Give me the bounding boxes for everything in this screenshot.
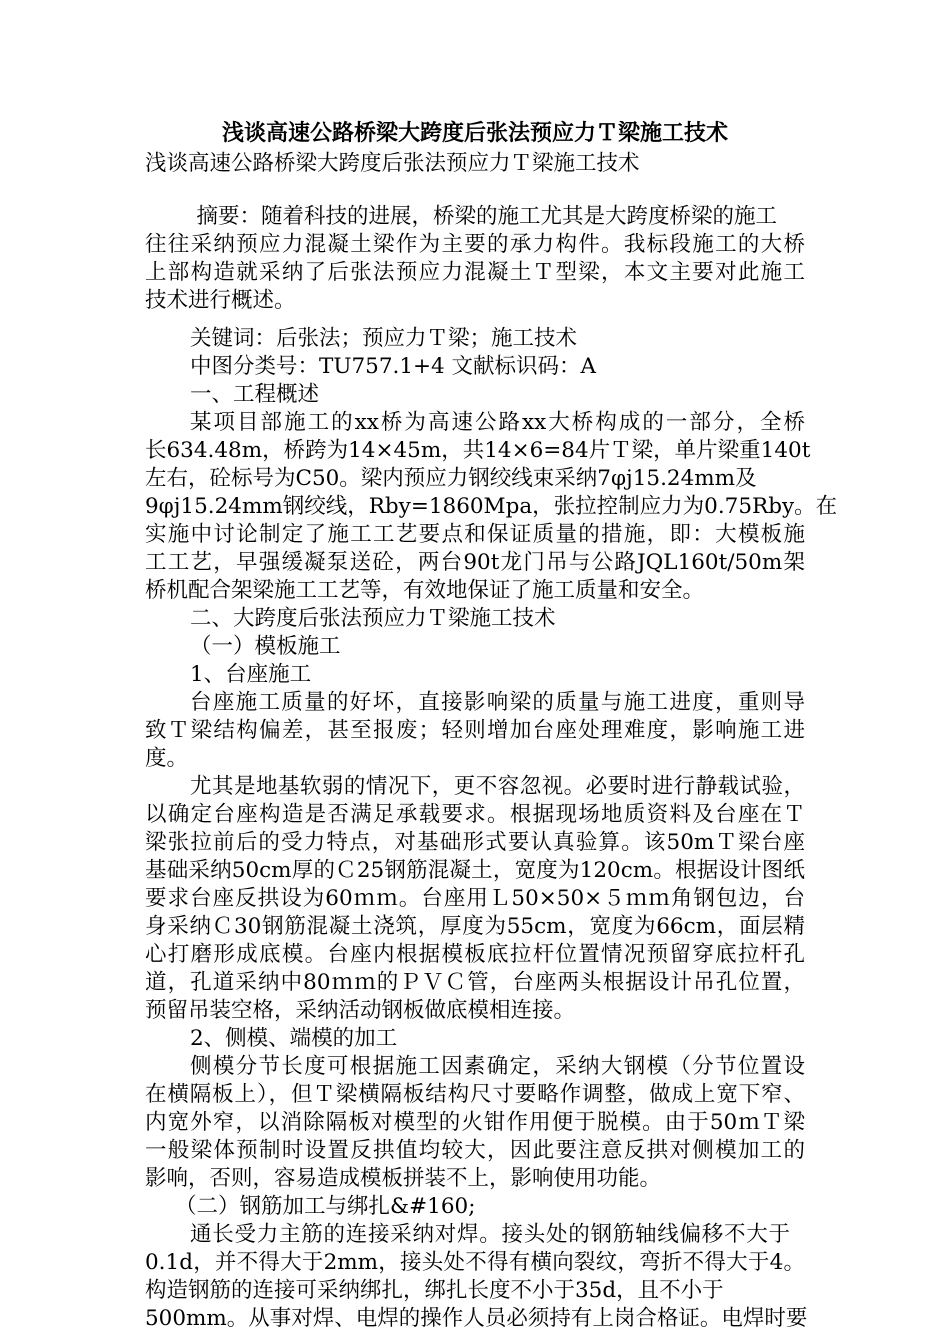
- body-line: 工工艺，早强缓凝泵送砼，两台90t龙门吊与公路JQL160t/50m架: [145, 550, 805, 575]
- body-line: 实施中讨论制定了施工工艺要点和保证质量的措施，即：大模板施: [145, 522, 805, 547]
- body-line: 梁张拉前后的受力特点，对基础形式要认真验算。该50mＴ梁台座: [145, 830, 805, 855]
- body-line: 通长受力主筋的连接采纳对焊。接头处的钢筋轴线偏移不大于: [190, 1222, 790, 1247]
- body-line: 某项目部施工的xx桥为高速公路xx大桥构成的一部分，全桥: [190, 410, 805, 435]
- body-line: 往往采纳预应力混凝土梁作为主要的承力构件。我标段施工的大桥: [145, 232, 805, 257]
- body-line: 左右，砼标号为C50。梁内预应力钢绞线束采纳7φj15.24mm及: [145, 466, 757, 491]
- body-line: 1、台座施工: [190, 662, 312, 687]
- body-line: 摘要：随着科技的进展，桥梁的施工尤其是大跨度桥梁的施工: [175, 204, 778, 229]
- body-line: 2、侧模、端模的加工: [190, 1026, 398, 1051]
- body-line: 上部构造就采纳了后张法预应力混凝土Ｔ型梁，本文主要对此施工: [145, 260, 805, 285]
- body-line: 二、大跨度后张法预应力Ｔ梁施工技术: [190, 606, 556, 631]
- body-line: 内宽外窄，以消除隔板对模型的火钳作用便于脱模。由于50ｍＴ梁: [145, 1110, 805, 1135]
- body-line: 中图分类号：TU757.1+4 文献标识码：A: [190, 354, 597, 379]
- body-line: 心打磨形成底模。台座内根据模板底拉杆位置情况预留穿底拉杆孔: [145, 942, 805, 967]
- body-line: 0.1d，并不得大于2mm，接头处不得有横向裂纹，弯折不得大于4。: [145, 1250, 805, 1275]
- body-line: 侧模分节长度可根据施工因素确定，采纳大钢模（分节位置设: [190, 1054, 805, 1079]
- body-line: 构造钢筋的连接可采纳绑扎，绑扎长度不小于35d，且不小于: [145, 1278, 724, 1303]
- body-line: 500mm。从事对焊、电焊的操作人员必须持有上岗合格证。电焊时要: [145, 1306, 808, 1331]
- body-line: 尤其是地基软弱的情况下，更不容忽视。必要时进行静载试验，: [190, 774, 805, 799]
- body-line: 影响，否则，容易造成模板拼装不上，影响使用功能。: [145, 1166, 662, 1191]
- body-line: 身采纳Ｃ30钢筋混凝土浇筑，厚度为55cm，宽度为66cm，面层精: [145, 914, 805, 939]
- document-title: 浅谈高速公路桥梁大跨度后张法预应力Ｔ梁施工技术: [221, 120, 728, 146]
- body-line: 台座施工质量的好坏，直接影响梁的质量与施工进度，重则导: [190, 690, 805, 715]
- body-line: 桥机配合架梁施工工艺等，有效地保证了施工质量和安全。: [145, 578, 705, 603]
- body-line: 基础采纳50cm厚的Ｃ25钢筋混凝土，宽度为120cm。根据设计图纸: [145, 858, 805, 883]
- body-line: 预留吊装空格，采纳活动钢板做底模相连接。: [145, 998, 576, 1023]
- body-line: 在横隔板上），但Ｔ梁横隔板结构尺寸要略作调整，做成上宽下窄、: [145, 1082, 805, 1107]
- document-subtitle: 浅谈高速公路桥梁大跨度后张法预应力Ｔ梁施工技术: [145, 151, 640, 176]
- body-line: 一、工程概述: [190, 382, 320, 407]
- body-line: 以确定台座构造是否满足承载要求。根据现场地质资料及台座在Ｔ: [145, 802, 805, 827]
- body-line: （二）钢筋加工与绑扎&#160;: [175, 1194, 476, 1219]
- body-line: 关键词：后张法；预应力Ｔ梁；施工技术: [190, 326, 578, 351]
- body-line: 要求台座反拱设为60ｍｍ。台座用Ｌ50×50×５ｍｍ角钢包边，台: [145, 886, 805, 911]
- body-line: 度。: [145, 746, 189, 771]
- body-line: 长634.48m，桥跨为14×45m，共14×6=84片Ｔ梁，单片梁重140t: [145, 438, 811, 463]
- body-line: 9φj15.24mm钢绞线，Rby=1860Mpa，张拉控制应力为0.75Rby。在: [145, 494, 838, 519]
- body-line: 道，孔道采纳中80ｍｍ的ＰＶＣ管，台座两头根据设计吊孔位置，: [145, 970, 805, 995]
- body-line: 技术进行概述。: [145, 288, 296, 313]
- body-line: （一）模板施工: [190, 634, 341, 659]
- body-line: 致Ｔ梁结构偏差，甚至报废；轻则增加台座处理难度，影响施工进: [145, 718, 805, 743]
- body-line: 一般梁体预制时设置反拱值均较大，因此要注意反拱对侧模加工的: [145, 1138, 805, 1163]
